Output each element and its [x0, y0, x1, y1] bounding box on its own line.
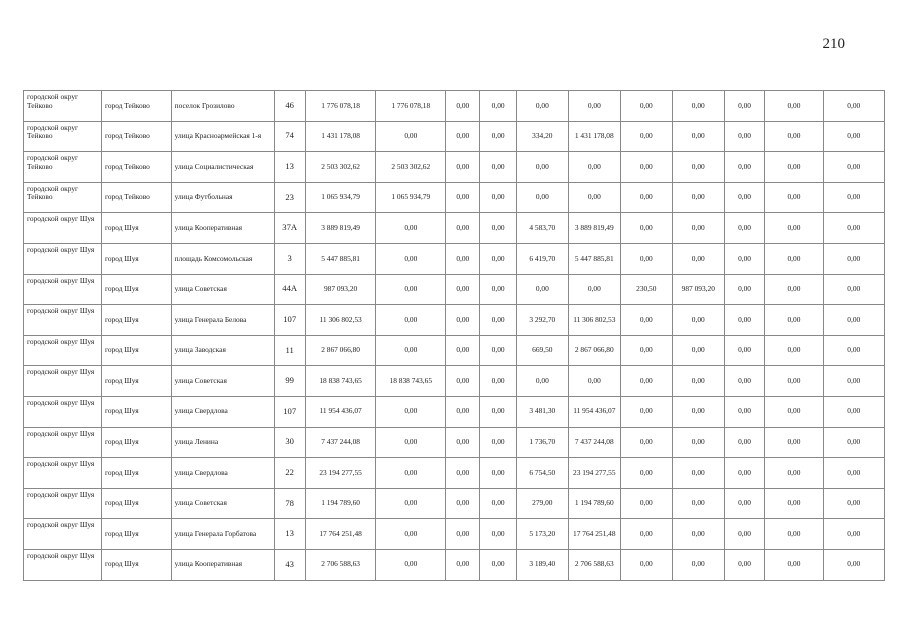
amount-cell: 0,00 — [672, 427, 724, 458]
table-body — [24, 91, 885, 581]
street-cell: улица Кооперативная — [171, 213, 274, 244]
district-cell: городской округ Тейково — [24, 152, 102, 183]
city-cell: город Шуя — [101, 458, 171, 489]
city-cell: город Шуя — [101, 335, 171, 366]
amount-cell: 1 194 789,60 — [568, 488, 620, 519]
amount-cell: 0,00 — [672, 396, 724, 427]
amount-cell: 0,00 — [480, 182, 516, 213]
amount-cell: 0,00 — [823, 427, 884, 458]
amount-cell: 0,00 — [765, 305, 823, 336]
table-row — [24, 152, 885, 183]
amount-cell: 0,00 — [446, 305, 480, 336]
amount-cell: 3 189,40 — [516, 549, 568, 580]
street-cell: площадь Комсомольская — [171, 243, 274, 274]
amount-cell: 0,00 — [516, 274, 568, 305]
amount-cell: 5 173,20 — [516, 519, 568, 550]
amount-cell: 0,00 — [376, 519, 446, 550]
amount-cell: 0,00 — [480, 121, 516, 152]
amount-cell: 0,00 — [376, 488, 446, 519]
amount-cell: 0,00 — [446, 519, 480, 550]
amount-cell: 0,00 — [823, 274, 884, 305]
amount-cell: 0,00 — [480, 488, 516, 519]
street-cell: улица Кооперативная — [171, 549, 274, 580]
amount-cell: 6 419,70 — [516, 243, 568, 274]
amount-cell: 3 292,70 — [516, 305, 568, 336]
amount-cell: 0,00 — [823, 213, 884, 244]
amount-cell: 0,00 — [724, 305, 765, 336]
amount-cell: 18 838 743,65 — [305, 366, 376, 397]
amount-cell: 0,00 — [823, 549, 884, 580]
amount-cell: 0,00 — [446, 213, 480, 244]
amount-cell: 0,00 — [568, 182, 620, 213]
amount-cell: 0,00 — [446, 335, 480, 366]
amount-cell: 0,00 — [376, 549, 446, 580]
amount-cell: 0,00 — [446, 152, 480, 183]
amount-cell: 3 889 819,49 — [568, 213, 620, 244]
amount-cell: 0,00 — [446, 396, 480, 427]
table-row — [24, 427, 885, 458]
district-cell: городской округ Шуя — [24, 458, 102, 489]
amount-cell: 0,00 — [620, 396, 672, 427]
amount-cell: 0,00 — [376, 427, 446, 458]
amount-cell: 0,00 — [724, 335, 765, 366]
street-cell: улица Ленина — [171, 427, 274, 458]
amount-cell: 0,00 — [376, 243, 446, 274]
amount-cell: 0,00 — [446, 549, 480, 580]
house-number-cell: 46 — [274, 91, 305, 122]
house-number-cell: 107 — [274, 305, 305, 336]
house-number-cell: 30 — [274, 427, 305, 458]
table-row — [24, 396, 885, 427]
amount-cell: 1 065 934,79 — [305, 182, 376, 213]
district-cell: городской округ Шуя — [24, 519, 102, 550]
city-cell: город Шуя — [101, 213, 171, 244]
amount-cell: 2 867 066,80 — [568, 335, 620, 366]
amount-cell: 669,50 — [516, 335, 568, 366]
amount-cell: 0,00 — [376, 396, 446, 427]
amount-cell: 0,00 — [446, 458, 480, 489]
amount-cell: 0,00 — [724, 519, 765, 550]
data-table — [23, 90, 885, 581]
city-cell: город Шуя — [101, 427, 171, 458]
amount-cell: 0,00 — [376, 335, 446, 366]
amount-cell: 7 437 244,08 — [568, 427, 620, 458]
amount-cell: 0,00 — [480, 366, 516, 397]
city-cell: город Тейково — [101, 152, 171, 183]
city-cell: город Шуя — [101, 488, 171, 519]
street-cell: улица Свердлова — [171, 396, 274, 427]
amount-cell: 18 838 743,65 — [376, 366, 446, 397]
amount-cell: 0,00 — [672, 182, 724, 213]
amount-cell: 230,50 — [620, 274, 672, 305]
amount-cell: 0,00 — [480, 458, 516, 489]
street-cell: улица Советская — [171, 366, 274, 397]
amount-cell: 1 065 934,79 — [376, 182, 446, 213]
amount-cell: 0,00 — [724, 213, 765, 244]
amount-cell: 987 093,20 — [305, 274, 376, 305]
amount-cell: 0,00 — [823, 121, 884, 152]
city-cell: город Шуя — [101, 274, 171, 305]
amount-cell: 1 736,70 — [516, 427, 568, 458]
house-number-cell: 44А — [274, 274, 305, 305]
amount-cell: 0,00 — [480, 243, 516, 274]
amount-cell: 0,00 — [765, 366, 823, 397]
amount-cell: 0,00 — [376, 305, 446, 336]
amount-cell: 23 194 277,55 — [568, 458, 620, 489]
district-cell: городской округ Шуя — [24, 305, 102, 336]
street-cell: улица Заводская — [171, 335, 274, 366]
amount-cell: 0,00 — [620, 152, 672, 183]
amount-cell: 0,00 — [620, 427, 672, 458]
amount-cell: 0,00 — [823, 458, 884, 489]
street-cell: улица Генерала Горбатова — [171, 519, 274, 550]
table-row — [24, 549, 885, 580]
amount-cell: 0,00 — [480, 549, 516, 580]
amount-cell: 23 194 277,55 — [305, 458, 376, 489]
table-row — [24, 488, 885, 519]
amount-cell: 279,00 — [516, 488, 568, 519]
amount-cell: 0,00 — [765, 152, 823, 183]
street-cell: поселок Грозилово — [171, 91, 274, 122]
district-cell: городской округ Шуя — [24, 488, 102, 519]
house-number-cell: 11 — [274, 335, 305, 366]
amount-cell: 3 481,30 — [516, 396, 568, 427]
amount-cell: 0,00 — [765, 335, 823, 366]
amount-cell: 0,00 — [446, 91, 480, 122]
house-number-cell: 22 — [274, 458, 305, 489]
amount-cell: 17 764 251,48 — [568, 519, 620, 550]
amount-cell: 2 503 302,62 — [376, 152, 446, 183]
amount-cell: 0,00 — [620, 519, 672, 550]
city-cell: город Шуя — [101, 519, 171, 550]
amount-cell: 2 706 588,63 — [568, 549, 620, 580]
amount-cell: 0,00 — [620, 91, 672, 122]
amount-cell: 1 431 178,08 — [305, 121, 376, 152]
amount-cell: 0,00 — [724, 458, 765, 489]
amount-cell: 0,00 — [672, 458, 724, 489]
amount-cell: 0,00 — [620, 305, 672, 336]
table-row — [24, 182, 885, 213]
amount-cell: 0,00 — [480, 213, 516, 244]
amount-cell: 0,00 — [376, 274, 446, 305]
district-cell: городской округ Шуя — [24, 549, 102, 580]
amount-cell: 0,00 — [823, 396, 884, 427]
amount-cell: 0,00 — [724, 121, 765, 152]
amount-cell: 0,00 — [672, 91, 724, 122]
amount-cell: 0,00 — [620, 366, 672, 397]
amount-cell: 0,00 — [724, 274, 765, 305]
district-cell: городской округ Шуя — [24, 396, 102, 427]
amount-cell: 0,00 — [765, 488, 823, 519]
table-row — [24, 366, 885, 397]
amount-cell: 0,00 — [446, 243, 480, 274]
amount-cell: 0,00 — [724, 488, 765, 519]
street-cell: улица Красноармейская 1-я — [171, 121, 274, 152]
house-number-cell: 43 — [274, 549, 305, 580]
amount-cell: 0,00 — [765, 121, 823, 152]
district-cell: городской округ Тейково — [24, 182, 102, 213]
amount-cell: 0,00 — [672, 152, 724, 183]
district-cell: городской округ Шуя — [24, 274, 102, 305]
table-row — [24, 213, 885, 244]
amount-cell: 0,00 — [568, 152, 620, 183]
amount-cell: 0,00 — [446, 182, 480, 213]
amount-cell: 6 754,50 — [516, 458, 568, 489]
amount-cell: 0,00 — [376, 458, 446, 489]
amount-cell: 5 447 885,81 — [568, 243, 620, 274]
house-number-cell: 13 — [274, 152, 305, 183]
amount-cell: 0,00 — [823, 335, 884, 366]
table-row — [24, 305, 885, 336]
city-cell: город Шуя — [101, 396, 171, 427]
amount-cell: 0,00 — [765, 519, 823, 550]
amount-cell: 1 194 789,60 — [305, 488, 376, 519]
amount-cell: 0,00 — [823, 366, 884, 397]
house-number-cell: 99 — [274, 366, 305, 397]
amount-cell: 0,00 — [672, 549, 724, 580]
amount-cell: 0,00 — [724, 243, 765, 274]
amount-cell: 0,00 — [765, 458, 823, 489]
amount-cell: 0,00 — [724, 427, 765, 458]
amount-cell: 7 437 244,08 — [305, 427, 376, 458]
amount-cell: 2 503 302,62 — [305, 152, 376, 183]
house-number-cell: 37А — [274, 213, 305, 244]
table-row — [24, 335, 885, 366]
amount-cell: 1 776 078,18 — [305, 91, 376, 122]
amount-cell: 0,00 — [568, 366, 620, 397]
amount-cell: 1 776 078,18 — [376, 91, 446, 122]
amount-cell: 0,00 — [672, 121, 724, 152]
amount-cell: 0,00 — [480, 427, 516, 458]
street-cell: улица Советская — [171, 274, 274, 305]
amount-cell: 0,00 — [446, 488, 480, 519]
amount-cell: 2 867 066,80 — [305, 335, 376, 366]
amount-cell: 0,00 — [480, 396, 516, 427]
amount-cell: 0,00 — [480, 335, 516, 366]
city-cell: город Тейково — [101, 91, 171, 122]
amount-cell: 0,00 — [568, 91, 620, 122]
street-cell: улица Футбольная — [171, 182, 274, 213]
amount-cell: 0,00 — [568, 274, 620, 305]
amount-cell: 0,00 — [446, 121, 480, 152]
amount-cell: 0,00 — [620, 243, 672, 274]
amount-cell: 0,00 — [672, 335, 724, 366]
amount-cell: 0,00 — [823, 182, 884, 213]
amount-cell: 0,00 — [765, 91, 823, 122]
amount-cell: 0,00 — [672, 488, 724, 519]
district-cell: городской округ Шуя — [24, 366, 102, 397]
amount-cell: 3 889 819,49 — [305, 213, 376, 244]
district-cell: городской округ Шуя — [24, 213, 102, 244]
amount-cell: 0,00 — [672, 305, 724, 336]
amount-cell: 0,00 — [724, 366, 765, 397]
amount-cell: 0,00 — [724, 396, 765, 427]
street-cell: улица Генерала Белова — [171, 305, 274, 336]
house-number-cell: 107 — [274, 396, 305, 427]
amount-cell: 0,00 — [480, 274, 516, 305]
amount-cell: 0,00 — [823, 243, 884, 274]
table-row — [24, 91, 885, 122]
amount-cell: 0,00 — [620, 549, 672, 580]
district-cell: городской округ Тейково — [24, 91, 102, 122]
amount-cell: 0,00 — [823, 152, 884, 183]
amount-cell: 0,00 — [724, 152, 765, 183]
city-cell: город Тейково — [101, 182, 171, 213]
house-number-cell: 74 — [274, 121, 305, 152]
amount-cell: 0,00 — [620, 488, 672, 519]
street-cell: улица Советская — [171, 488, 274, 519]
amount-cell: 0,00 — [446, 274, 480, 305]
district-cell: городской округ Шуя — [24, 427, 102, 458]
amount-cell: 0,00 — [446, 427, 480, 458]
amount-cell: 11 306 802,53 — [305, 305, 376, 336]
amount-cell: 0,00 — [765, 182, 823, 213]
house-number-cell: 13 — [274, 519, 305, 550]
page-number: 210 — [822, 36, 845, 52]
amount-cell: 0,00 — [516, 152, 568, 183]
amount-cell: 11 954 436,07 — [305, 396, 376, 427]
city-cell: город Тейково — [101, 121, 171, 152]
amount-cell: 0,00 — [724, 549, 765, 580]
amount-cell: 0,00 — [765, 243, 823, 274]
amount-cell: 0,00 — [516, 366, 568, 397]
amount-cell: 0,00 — [376, 213, 446, 244]
amount-cell: 0,00 — [620, 121, 672, 152]
amount-cell: 0,00 — [672, 366, 724, 397]
table-row — [24, 243, 885, 274]
amount-cell: 0,00 — [516, 182, 568, 213]
amount-cell: 0,00 — [620, 335, 672, 366]
amount-cell: 0,00 — [446, 366, 480, 397]
amount-cell: 0,00 — [376, 121, 446, 152]
amount-cell: 0,00 — [823, 91, 884, 122]
table-row — [24, 121, 885, 152]
amount-cell: 17 764 251,48 — [305, 519, 376, 550]
amount-cell: 2 706 588,63 — [305, 549, 376, 580]
amount-cell: 0,00 — [765, 274, 823, 305]
house-number-cell: 78 — [274, 488, 305, 519]
street-cell: улица Свердлова — [171, 458, 274, 489]
city-cell: город Шуя — [101, 305, 171, 336]
amount-cell: 11 954 436,07 — [568, 396, 620, 427]
amount-cell: 0,00 — [672, 213, 724, 244]
amount-cell: 5 447 885,81 — [305, 243, 376, 274]
amount-cell: 0,00 — [823, 488, 884, 519]
table-row — [24, 274, 885, 305]
amount-cell: 0,00 — [480, 91, 516, 122]
amount-cell: 0,00 — [516, 91, 568, 122]
district-cell: городской округ Шуя — [24, 243, 102, 274]
district-cell: городской округ Шуя — [24, 335, 102, 366]
amount-cell: 334,20 — [516, 121, 568, 152]
amount-cell: 11 306 802,53 — [568, 305, 620, 336]
city-cell: город Шуя — [101, 366, 171, 397]
table-row — [24, 458, 885, 489]
amount-cell: 0,00 — [724, 91, 765, 122]
amount-cell: 987 093,20 — [672, 274, 724, 305]
amount-cell: 0,00 — [480, 305, 516, 336]
city-cell: город Шуя — [101, 549, 171, 580]
amount-cell: 0,00 — [620, 458, 672, 489]
amount-cell: 0,00 — [480, 519, 516, 550]
amount-cell: 1 431 178,08 — [568, 121, 620, 152]
house-number-cell: 3 — [274, 243, 305, 274]
city-cell: город Шуя — [101, 243, 171, 274]
amount-cell: 0,00 — [823, 305, 884, 336]
amount-cell: 0,00 — [765, 427, 823, 458]
amount-cell: 4 583,70 — [516, 213, 568, 244]
house-number-cell: 23 — [274, 182, 305, 213]
amount-cell: 0,00 — [724, 182, 765, 213]
amount-cell: 0,00 — [672, 519, 724, 550]
amount-cell: 0,00 — [672, 243, 724, 274]
table-row — [24, 519, 885, 550]
amount-cell: 0,00 — [765, 213, 823, 244]
district-cell: городской округ Тейково — [24, 121, 102, 152]
amount-cell: 0,00 — [765, 396, 823, 427]
amount-cell: 0,00 — [765, 549, 823, 580]
amount-cell: 0,00 — [620, 213, 672, 244]
street-cell: улица Социалистическая — [171, 152, 274, 183]
amount-cell: 0,00 — [823, 519, 884, 550]
amount-cell: 0,00 — [480, 152, 516, 183]
amount-cell: 0,00 — [620, 182, 672, 213]
